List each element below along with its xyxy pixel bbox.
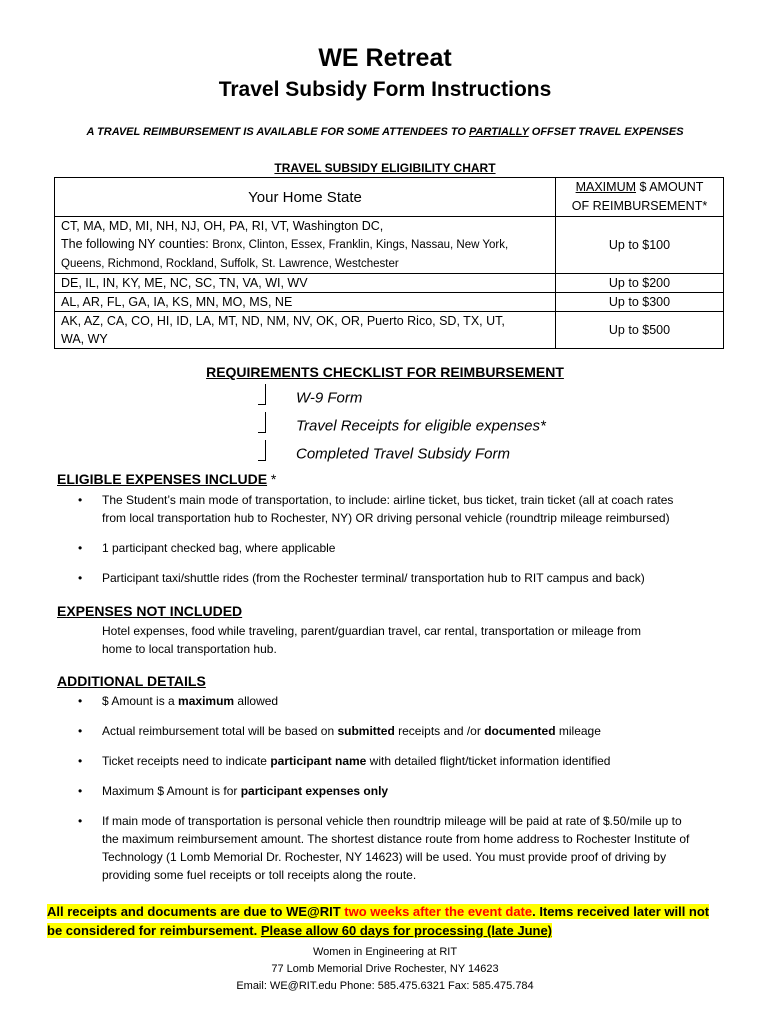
checklist-item-receipts: Travel Receipts for eligible expenses* bbox=[258, 416, 546, 438]
list-item: • If main mode of transportation is personal vehicle then roundtrip mileage will be paid at rate of $.50/mile up to the maximum reimbursement amount. The shortest distance route from home address to Rochester Institute of Technology (1 Lomb Memorial Dr. Rochester, NY 14623) will be used. You must provide proof of driving by providing some fuel receipts or toll receipts along the route. bbox=[78, 814, 690, 882]
list-item: • Actual reimbursement total will be based on submitted receipts and /or documented mileage bbox=[78, 724, 601, 738]
eligible-expenses-heading: ELIGIBLE EXPENSES INCLUDE * bbox=[57, 471, 277, 487]
states-cell: AL, AR, FL, GA, IA, KS, MN, MO, MS, NE bbox=[55, 293, 556, 312]
list-item: • Participant taxi/shuttle rides (from the Rochester terminal/ transportation hub to RIT campus and back) bbox=[78, 571, 645, 585]
eligibility-chart-title: TRAVEL SUBSIDY ELIGIBILITY CHART bbox=[274, 161, 496, 175]
bullet-icon: • bbox=[78, 724, 83, 738]
checklist-item-w9: W-9 Form bbox=[258, 388, 362, 410]
bullet-icon: • bbox=[78, 571, 83, 585]
checklist-title: REQUIREMENTS CHECKLIST FOR REIMBURSEMENT bbox=[206, 364, 564, 380]
eligible-expenses-list bbox=[0, 491, 742, 587]
amount-cell: Up to $200 bbox=[556, 274, 724, 293]
bullet-icon: • bbox=[78, 694, 83, 708]
list-item: • Ticket receipts need to indicate participant name with detailed flight/ticket information identified bbox=[78, 754, 611, 768]
list-item: • Maximum $ Amount is for participant expenses only bbox=[78, 784, 389, 798]
bullet-icon: • bbox=[78, 754, 83, 768]
not-included-heading: EXPENSES NOT INCLUDED bbox=[57, 603, 243, 619]
eligibility-table bbox=[54, 177, 724, 349]
page-subtitle: Travel Subsidy Form Instructions bbox=[218, 78, 552, 101]
states-cell: CT, MA, MD, MI, NH, NJ, OH, PA, RI, VT, Washington DC, The following NY counties: Bronx, Clinton, Essex, Franklin, Kings, Nassau, New York, Queens, Richmond, Rockland, Suffolk, St. Lawrence, Westchester bbox=[55, 217, 556, 274]
states-cell: AK, AZ, CA, CO, HI, ID, LA, MT, ND, NM, NV, OK, OR, Puerto Rico, SD, TX, UT, WA, WY bbox=[55, 312, 556, 349]
amount-cell: Up to $500 bbox=[556, 312, 724, 349]
list-item: • The Student’s main mode of transportation, to include: airline ticket, bus ticket, train ticket (all at coach rates from local transportation hub to Rochester, NY) OR driving personal vehicle (roundtrip mileage reimbursed) bbox=[78, 493, 674, 525]
footer-contact: Email: WE@RIT.edu Phone: 585.475.6321 Fax: 585.475.784 bbox=[236, 980, 534, 992]
footer-address: 77 Lomb Memorial Drive Rochester, NY 14623 bbox=[271, 963, 499, 975]
checkbox-icon[interactable] bbox=[258, 440, 266, 461]
checkbox-icon[interactable] bbox=[258, 412, 266, 433]
amount-cell: Up to $100 bbox=[556, 217, 724, 274]
checklist-item-form: Completed Travel Subsidy Form bbox=[258, 444, 510, 466]
table-row bbox=[55, 312, 724, 349]
reimbursement-banner: A TRAVEL REIMBURSEMENT IS AVAILABLE FOR SOME ATTENDEES TO PARTIALLY OFFSET TRAVEL EXPENSES bbox=[86, 126, 684, 138]
deadline-notice: All receipts and documents are due to WE@RIT two weeks after the event date. Items received later will not be considered for reimbursement. Please allow 60 days for processing (late June) bbox=[47, 904, 710, 938]
table-header-row bbox=[55, 178, 724, 217]
additional-details-heading: ADDITIONAL DETAILS bbox=[57, 673, 206, 689]
states-cell: DE, IL, IN, KY, ME, NC, SC, TN, VA, WI, WV bbox=[55, 274, 556, 293]
bullet-icon: • bbox=[78, 493, 83, 507]
table-row bbox=[55, 217, 724, 274]
bullet-icon: • bbox=[78, 784, 83, 798]
home-state-header: Your Home State bbox=[55, 178, 556, 217]
page-title: WE Retreat bbox=[318, 44, 452, 72]
amount-cell: Up to $300 bbox=[556, 293, 724, 312]
additional-details-list bbox=[0, 692, 742, 884]
bullet-icon: • bbox=[78, 814, 83, 828]
footer-org: Women in Engineering at RIT bbox=[312, 946, 458, 958]
bullet-icon: • bbox=[78, 541, 83, 555]
checkbox-icon[interactable] bbox=[258, 384, 266, 405]
table-row bbox=[55, 274, 724, 293]
not-included-text: Hotel expenses, food while traveling, parent/guardian travel, car rental, transportation or mileage from home to local transportation hub. bbox=[102, 624, 641, 656]
max-amount-header: MAXIMUM $ AMOUNT OF REIMBURSEMENT* bbox=[556, 178, 724, 217]
list-item: • 1 participant checked bag, where applicable bbox=[78, 541, 336, 555]
table-row bbox=[55, 293, 724, 312]
list-item: • $ Amount is a maximum allowed bbox=[78, 694, 279, 708]
